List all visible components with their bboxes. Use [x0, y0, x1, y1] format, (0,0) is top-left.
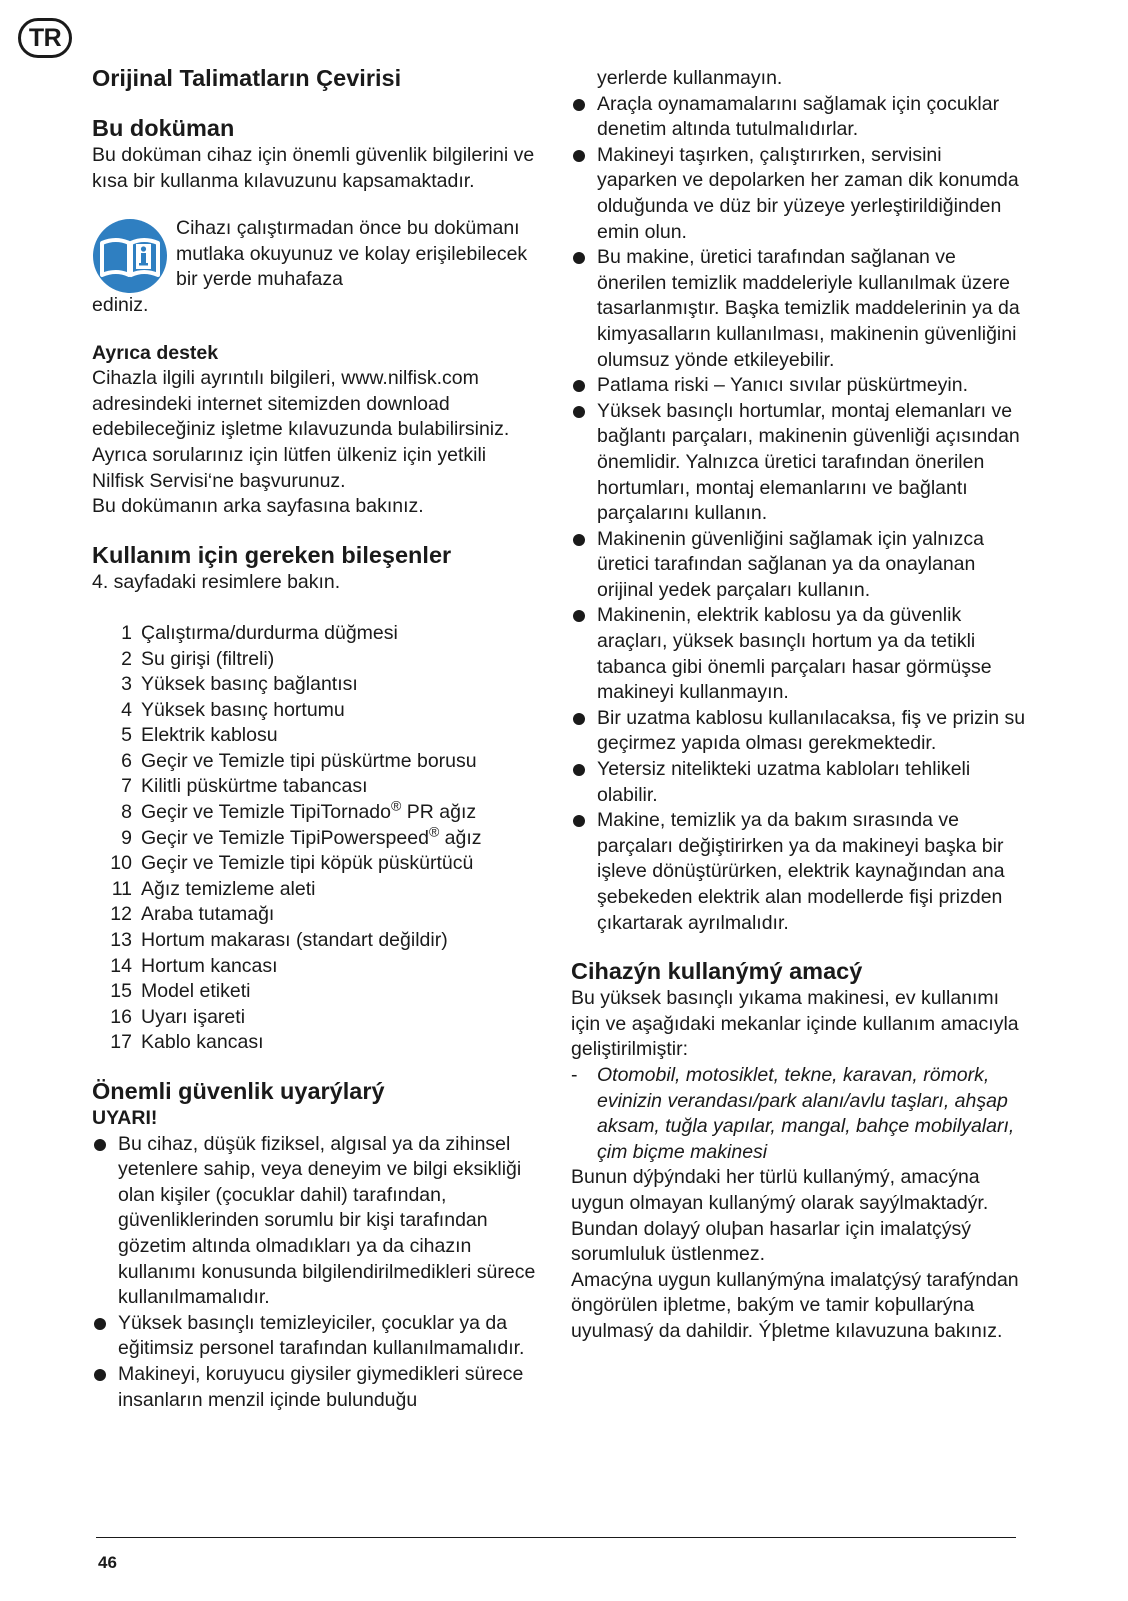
section-heading-components: Kullanım için gereken bileşenler [92, 541, 452, 568]
item-label: Elektrik kablosu [141, 724, 278, 747]
read-manual-icon [92, 218, 168, 294]
continued-text: yerlerde kullanmayın. [597, 67, 783, 89]
document-description: Bu doküman cihaz için önemli güvenlik bilgilerini ve kısa bir kullanma kılavuzunu kapsamaktadır. [92, 144, 535, 192]
list-item [92, 774, 542, 800]
list-item: Bir uzatma kablosu kullanılacaksa, fiş ve prizin su geçirmez yapıda olması gerekmektedir. [571, 706, 1026, 757]
list-item [92, 928, 542, 954]
list-item [571, 1063, 1026, 1165]
item-label: Yüksek basınç bağlantısı [141, 673, 358, 696]
item-label: Uyarı işareti [141, 1005, 246, 1028]
item-label: Su girişi (filtreli) [141, 647, 275, 670]
safety-list-continued [571, 92, 1026, 937]
language-badge [18, 18, 72, 58]
purpose-paragraph-2: Amacýna uygun kullanýmýna imalatçýsý tarafýndan öngörülen iþletme, bakým ve tamir koþullarýna uyulmasý da dahildir. Ýþletme kılavuzuna bakınız. [571, 1268, 1019, 1342]
list-item [92, 621, 542, 647]
item-number: 12 [110, 903, 132, 926]
list-item: Makineyi, koruyucu giysiler giymedikleri sürece insanların menzil içinde bulunduğu [92, 1362, 542, 1413]
purpose-paragraph-1: Bunun dýþýndaki her türlü kullanýmý, amacýna uygun olmayan kullanýmý olarak sayýlmaktadýr. Bundan dolayý oluþan hasarlar için imalatçýsý sorumluluk üstlenmez. [571, 1166, 989, 1266]
list-item [92, 797, 542, 826]
item-label: Model etiketi [141, 980, 251, 1003]
list-item: Araçla oynamamalarını sağlamak için çocuklar denetim altında tutulmalıdırlar. [571, 92, 1026, 143]
list-item: Bu makine, üretici tarafından sağlanan ve önerilen temizlik maddeleriyle kullanılmak üzere tasarlanmıştır. Başka temizlik maddelerinin ya da kimyasalların kullanılması, makinenin güvenliğini olumsuz yönde etkileyebilir. [571, 245, 1026, 373]
list-item: Makinenin, elektrik kablosu ya da güvenlik araçları, yüksek basınçlı hortum ya da tetikli tabanca gibi önemli parçaları hasar görmüşse makineyi kullanmayın. [571, 603, 1026, 705]
list-item: Makinenin güvenliğini sağlamak için yalnızca üretici tarafından sağlanan ya da onaylanan orijinal yedek parçaları kullanın. [571, 527, 1026, 604]
read-manual-text-tail: ediniz. [92, 293, 149, 316]
item-number: 14 [110, 954, 132, 977]
list-item [92, 749, 542, 775]
list-item [92, 698, 542, 724]
item-label: Geçir ve Temizle TipiPowerspeed® ağız [141, 823, 482, 849]
purpose-list-text: Otomobil, motosiklet, tekne, karavan, römork, evinizin verandası/park alanı/avlu taşları, ahşap aksam, tuğla yapılar, mangal, bahçe mobilyaları, çim biçme makinesi [597, 1063, 1015, 1163]
item-number: 5 [121, 724, 132, 747]
right-column [571, 66, 1026, 1345]
item-number: 2 [121, 647, 132, 670]
registered-mark: ® [428, 823, 440, 840]
list-item: Makineyi taşırken, çalıştırırken, servisini yaparken ve depolarken her zaman dik konumda olduğunda ve düz bir yüzeye yerleştirildiğinden emin olun. [571, 143, 1026, 245]
item-label: Ağız temizleme aleti [141, 877, 316, 900]
item-number: 17 [110, 1031, 132, 1054]
safety-list [92, 1132, 542, 1414]
section-heading-support: Ayrıca destek [92, 341, 219, 364]
support-paragraph-1: Cihazla ilgili ayrıntılı bilgileri, www.nilfisk.com adresindeki internet sitemizden download edebileceğiniz işletme kılavuzunda bulabilirsiniz. [92, 367, 510, 441]
page-number: 46 [98, 1553, 117, 1572]
section-heading-safety: Önemli güvenlik uyarýlarý [92, 1078, 385, 1104]
item-label: Çalıştırma/durdurma düğmesi [141, 621, 398, 644]
item-number: 11 [111, 877, 132, 900]
item-number: 6 [121, 749, 132, 772]
purpose-list [571, 1063, 1026, 1165]
left-column [92, 64, 542, 1413]
list-item [92, 1005, 542, 1031]
page-title: Orijinal Talimatların Çevirisi [92, 65, 402, 91]
item-label: Geçir ve Temizle tipi köpük püskürtücü [141, 852, 474, 875]
dash-marker: - [571, 1063, 578, 1086]
footer-divider [96, 1537, 1016, 1538]
item-label: Araba tutamağı [141, 903, 275, 926]
list-item [92, 672, 542, 698]
section-heading-purpose: Cihazýn kullanýmý amacý [571, 958, 863, 985]
language-code: TR [28, 23, 62, 52]
item-label: Kablo kancası [141, 1031, 264, 1054]
list-item [92, 647, 542, 673]
item-number: 16 [110, 1005, 132, 1028]
list-item [92, 851, 542, 877]
warning-label: UYARI! [92, 1107, 158, 1129]
read-manual-notice [92, 216, 542, 293]
item-number: 8 [121, 801, 132, 824]
list-item: Yetersiz nitelikteki uzatma kabloları tehlikeli olabilir. [571, 757, 1026, 808]
item-number: 3 [121, 673, 132, 696]
item-label: Geçir ve Temizle TipiTornado® PR ağız [141, 797, 477, 824]
registered-mark: ® [391, 797, 402, 814]
item-label: Hortum makarası (standart değildir) [141, 929, 448, 952]
purpose-intro: Bu yüksek basınçlı yıkama makinesi, ev kullanımı için ve aşağıdaki mekanlar içinde kullanım amacıyla geliştirilmiştir: [571, 987, 1019, 1061]
item-label: Hortum kancası [141, 954, 278, 977]
item-number: 1 [121, 621, 132, 644]
list-item [92, 723, 542, 749]
list-item [92, 979, 542, 1005]
item-label: Geçir ve Temizle tipi püskürtme borusu [141, 749, 477, 772]
list-item: Patlama riski – Yanıcı sıvılar püskürtmeyin. [571, 373, 1026, 399]
list-item [92, 902, 542, 928]
list-item [92, 877, 542, 903]
item-number: 4 [121, 698, 132, 721]
support-paragraph-3: Bu dokümanın arka sayfasına bakınız. [92, 495, 424, 518]
components-intro: 4. sayfadaki resimlere bakın. [92, 570, 341, 593]
list-item: Yüksek basınçlı temizleyiciler, çocuklar ya da eğitimsiz personel tarafından kullanılmamalıdır. [92, 1311, 542, 1362]
list-item [92, 1030, 542, 1056]
item-number: 7 [121, 775, 132, 798]
item-label: Kilitli püskürtme tabancası [141, 775, 368, 798]
components-list [92, 621, 542, 1056]
section-heading-document: Bu doküman [92, 115, 235, 141]
item-number: 10 [110, 852, 132, 875]
list-item: Yüksek basınçlı hortumlar, montaj elemanları ve bağlantı parçaları, makinenin güvenliği açısından önemlidir. Yalnızca üretici tarafından önerilen hortumları, montaj elemanlarını ve bağlantı parçalarını kullanın. [571, 399, 1026, 527]
item-number: 15 [110, 980, 132, 1003]
list-item: Bu cihaz, düşük fiziksel, algısal ya da zihinsel yetenlere sahip, veya deneyim ve bilgi eksikliği olan kişiler (çocuklar dahil) tarafından, güvenliklerinden sorumlu bir kişi tarafından gözetim altında olmadıkları ya da cihazın kullanımı konusunda bilgilendirilmedikleri sürece kullanılmamalıdır. [92, 1132, 542, 1311]
list-item [92, 954, 542, 980]
read-manual-text: Cihazı çalıştırmadan önce bu dokümanı mutlaka okuyunuz ve kolay erişilebilecek bir yerde muhafaza [176, 217, 528, 291]
item-number: 13 [110, 929, 132, 952]
list-item [92, 823, 542, 852]
item-label: Yüksek basınç hortumu [141, 698, 345, 721]
item-number: 9 [121, 826, 132, 849]
list-item: Makine, temizlik ya da bakım sırasında ve parçaları değiştirirken ya da makineyi başka bir işleve dönüştürürken, elektrik kaynağından ana şebekeden elektrik alan modellerde fişi prizden çıkartarak ayrılmalıdır. [571, 808, 1026, 936]
support-paragraph-2: Ayrıca sorularınız için lütfen ülkeniz için yetkili Nilfisk Servisi‘ne başvurunuz. [92, 443, 487, 492]
